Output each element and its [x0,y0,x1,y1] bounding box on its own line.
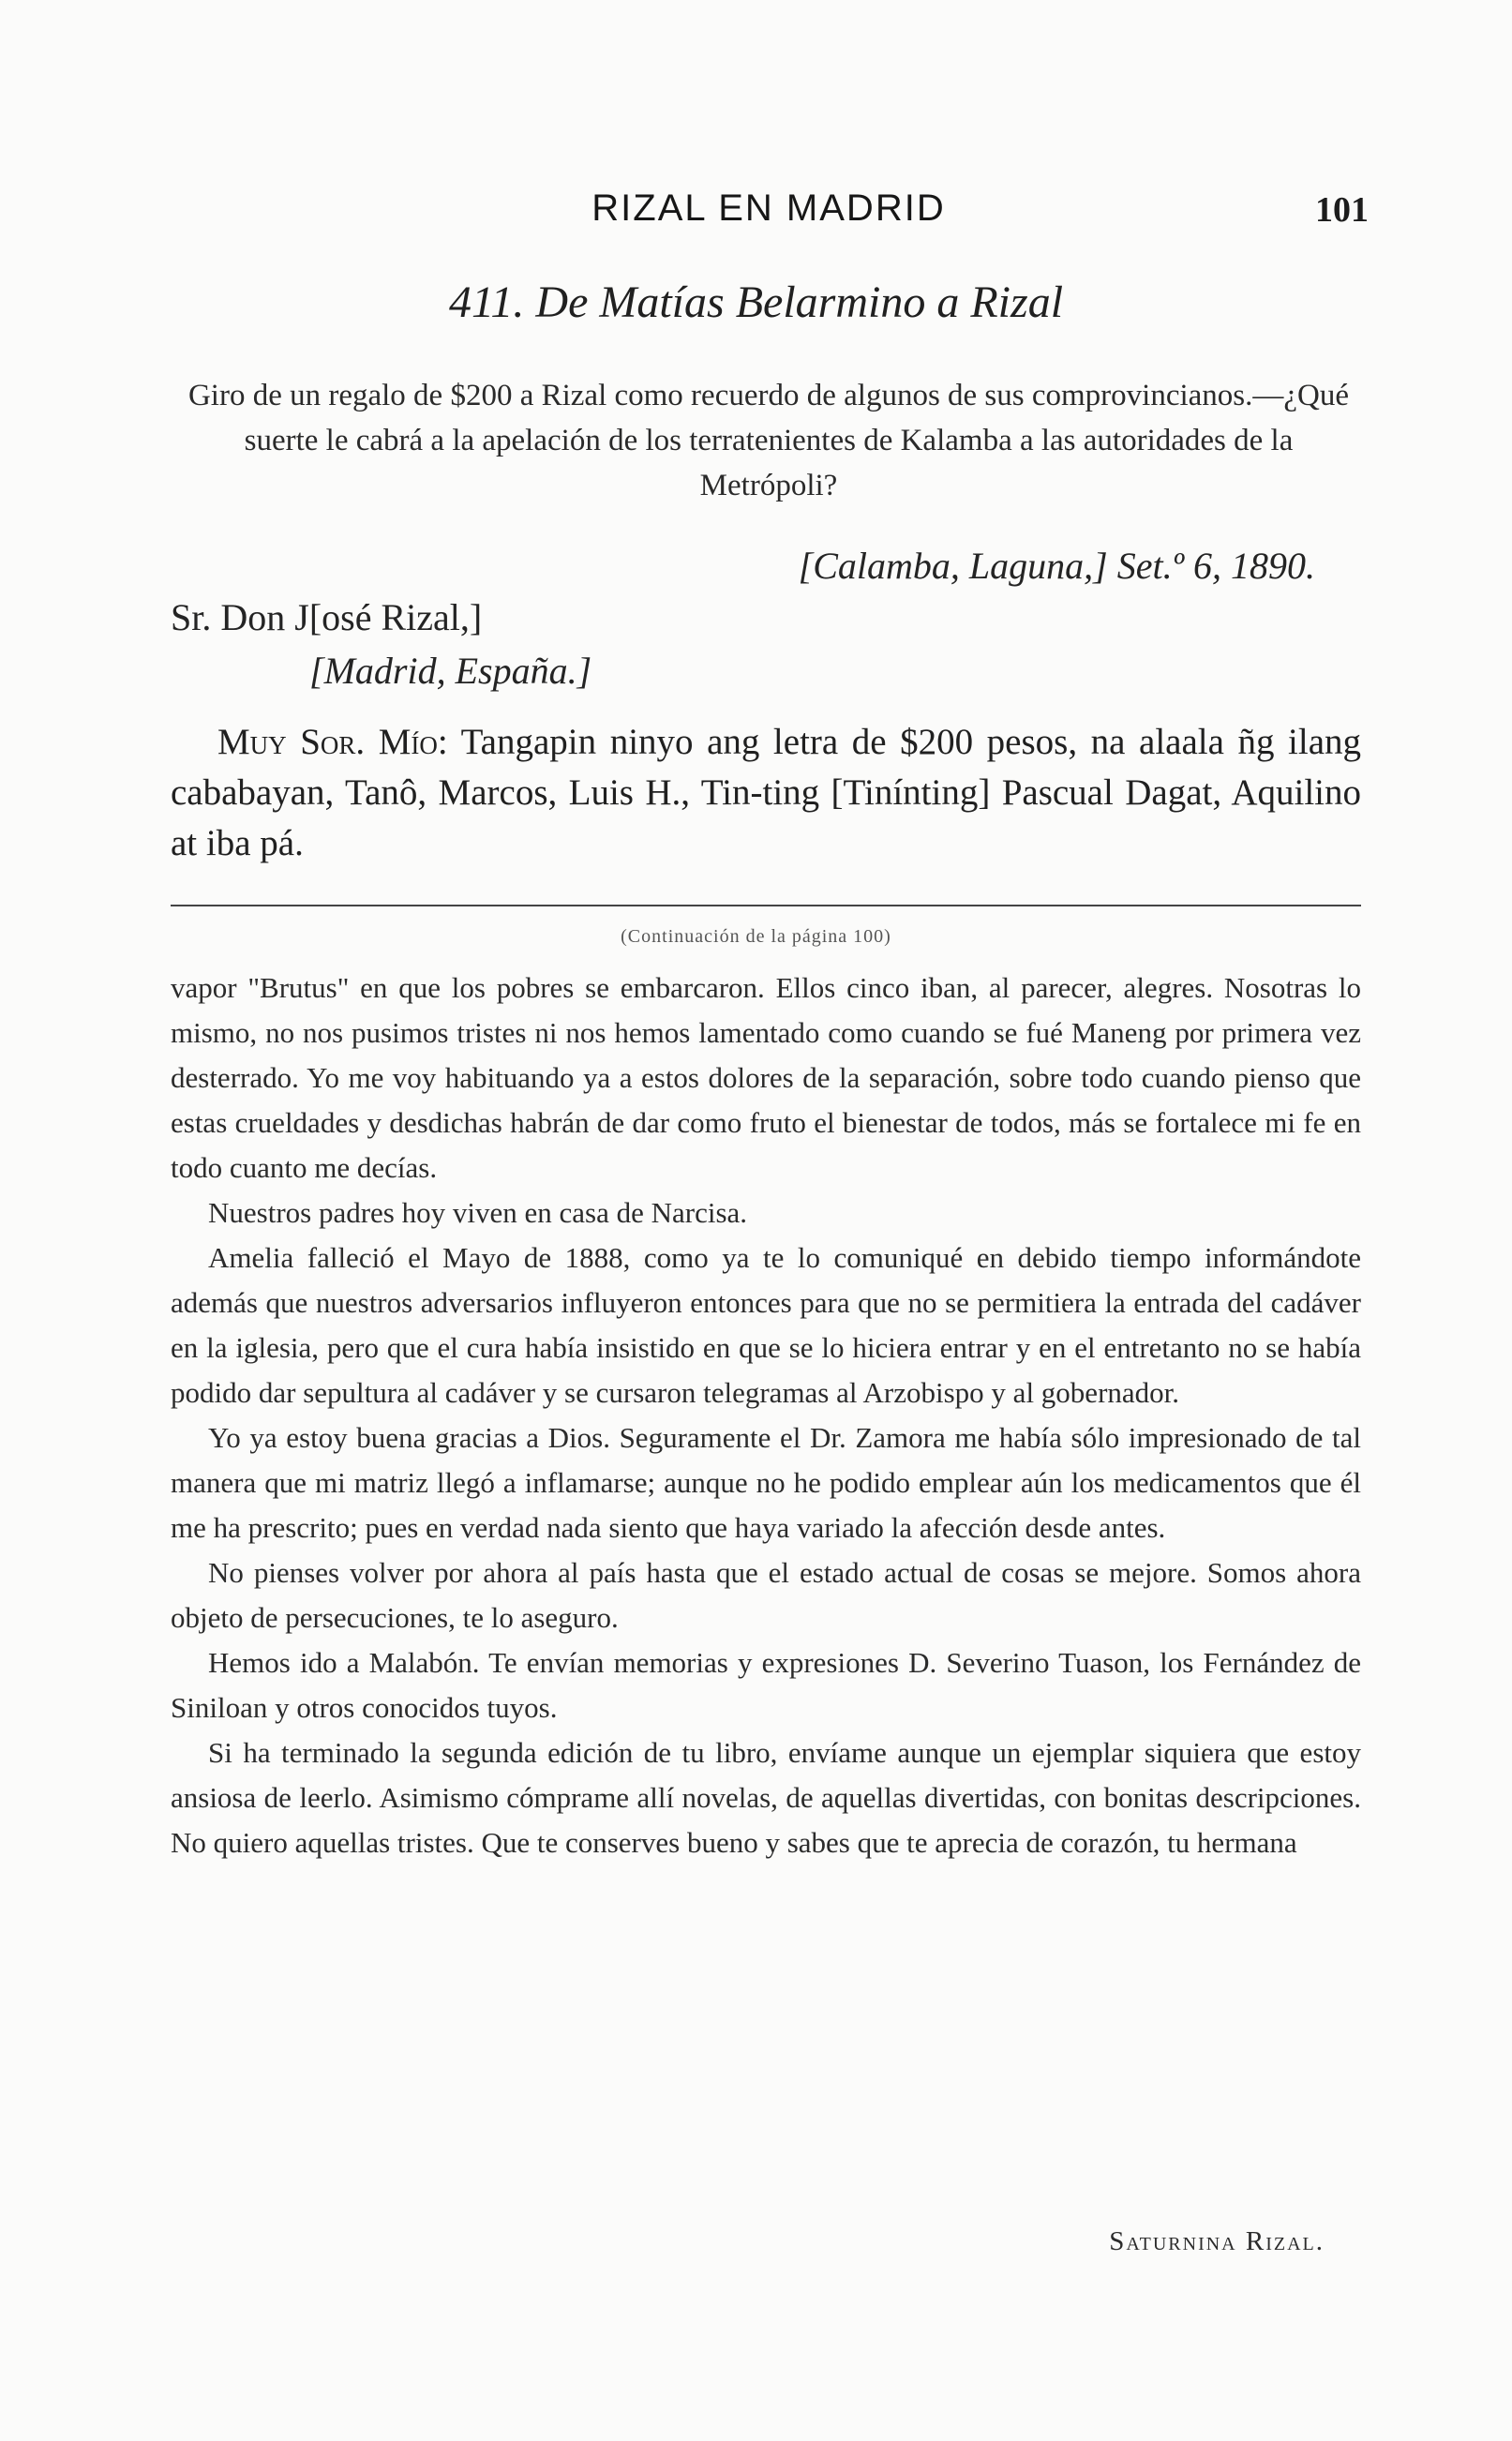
footnote-continuation-label: (Continuación de la página 100) [621,926,891,947]
footnote-text [171,966,1361,1865]
footnote-paragraph: Yo ya estoy buena gracias a Dios. Seguramente el Dr. Zamora me había sólo impresionado de tal manera que mi matriz llegó a inflamarse; aunque no he podido emplear aún los medicamentos que él me ha prescrito; pues en verdad nada siento que haya variado la afección desde antes. [171,1421,1361,1544]
letter-place-date: [Calamba, Laguna,] Set.º 6, 1890. [798,545,1315,587]
footnote-paragraph: Amelia falleció el Mayo de 1888, como ya te lo comuniqué en debido tiempo informándote además que nuestros adversarios influyeron entonces para que no se permitiera la entrada del cadáver en la iglesia, pero que el cura había insistido en que se lo hiciera entrar y en el entretanto no se había podido dar sepultura al cadáver y se cursaron telegramas al Arzobispo y al gobernador. [171,1241,1361,1409]
letter-addressee: Sr. Don J[osé Rizal,] [171,596,483,638]
letter-body [171,717,1361,869]
salutation-text: Tangapin ninyo ang letra de $200 pesos, na alaala ñg ilang cababayan, Tanô, Marcos, Luis H., Tin-ting [Tinínting] Pascual Dagat, Aquilino at iba pá. [171,722,1362,863]
footnote-divider [171,905,1361,906]
signature: Saturnina Rizal. [1109,2226,1325,2256]
letter-address-place: [Madrid, España.] [309,650,592,692]
page-header [169,187,1369,244]
footnote-paragraph: vapor "Brutus" en que los pobres se embarcaron. Ellos cinco iban, al parecer, alegres. Nosotras lo mismo, no nos pusimos tristes ni nos hemos lamentado como cuando se fué Maneng por primera vez desterrado. Yo me voy habituando ya a estos dolores de la separación, sobre todo cuando pienso que estas crueldades y desdichas habrán de dar como fruto el bienestar de todos, más se fortalece mi fe en todo cuanto me decías. [171,971,1361,1184]
footnote-paragraph: No pienses volver por ahora al país hasta que el estado actual de cosas se mejore. Somos ahora objeto de persecuciones, te lo aseguro. [171,1556,1361,1634]
letter-summary: Giro de un regalo de $200 a Rizal como recuerdo de algunos de sus comprovincianos.—¿Qué suerte le cabrá a la apelación de los terratenientes de Kalamba a las autoridades de la Metrópoli? [187,379,1350,502]
footnote-paragraph: Si ha terminado la segunda edición de tu libro, envíame aunque un ejemplar siquiera que estoy ansiosa de leerlo. Asimismo cómprame allí novelas, de aquellas divertidas, con bonitas descripciones. No quiero aquellas tristes. Que te conserves bueno y sabes que te aprecia de corazón, tu hermana [171,1736,1361,1859]
running-head: RIZAL EN MADRID [591,187,946,229]
page-number: 101 [1315,190,1369,230]
letter-title: 411. De Matías Belarmino a Rizal [448,277,1064,327]
salutation-lead: Muy Sor. Mío: [217,722,448,762]
footnote-paragraph: Nuestros padres hoy viven en casa de Narcisa. [208,1196,748,1229]
footnote-paragraph: Hemos ido a Malabón. Te envían memorias y expresiones D. Severino Tuason, los Fernández de Siniloan y otros conocidos tuyos. [171,1646,1361,1724]
